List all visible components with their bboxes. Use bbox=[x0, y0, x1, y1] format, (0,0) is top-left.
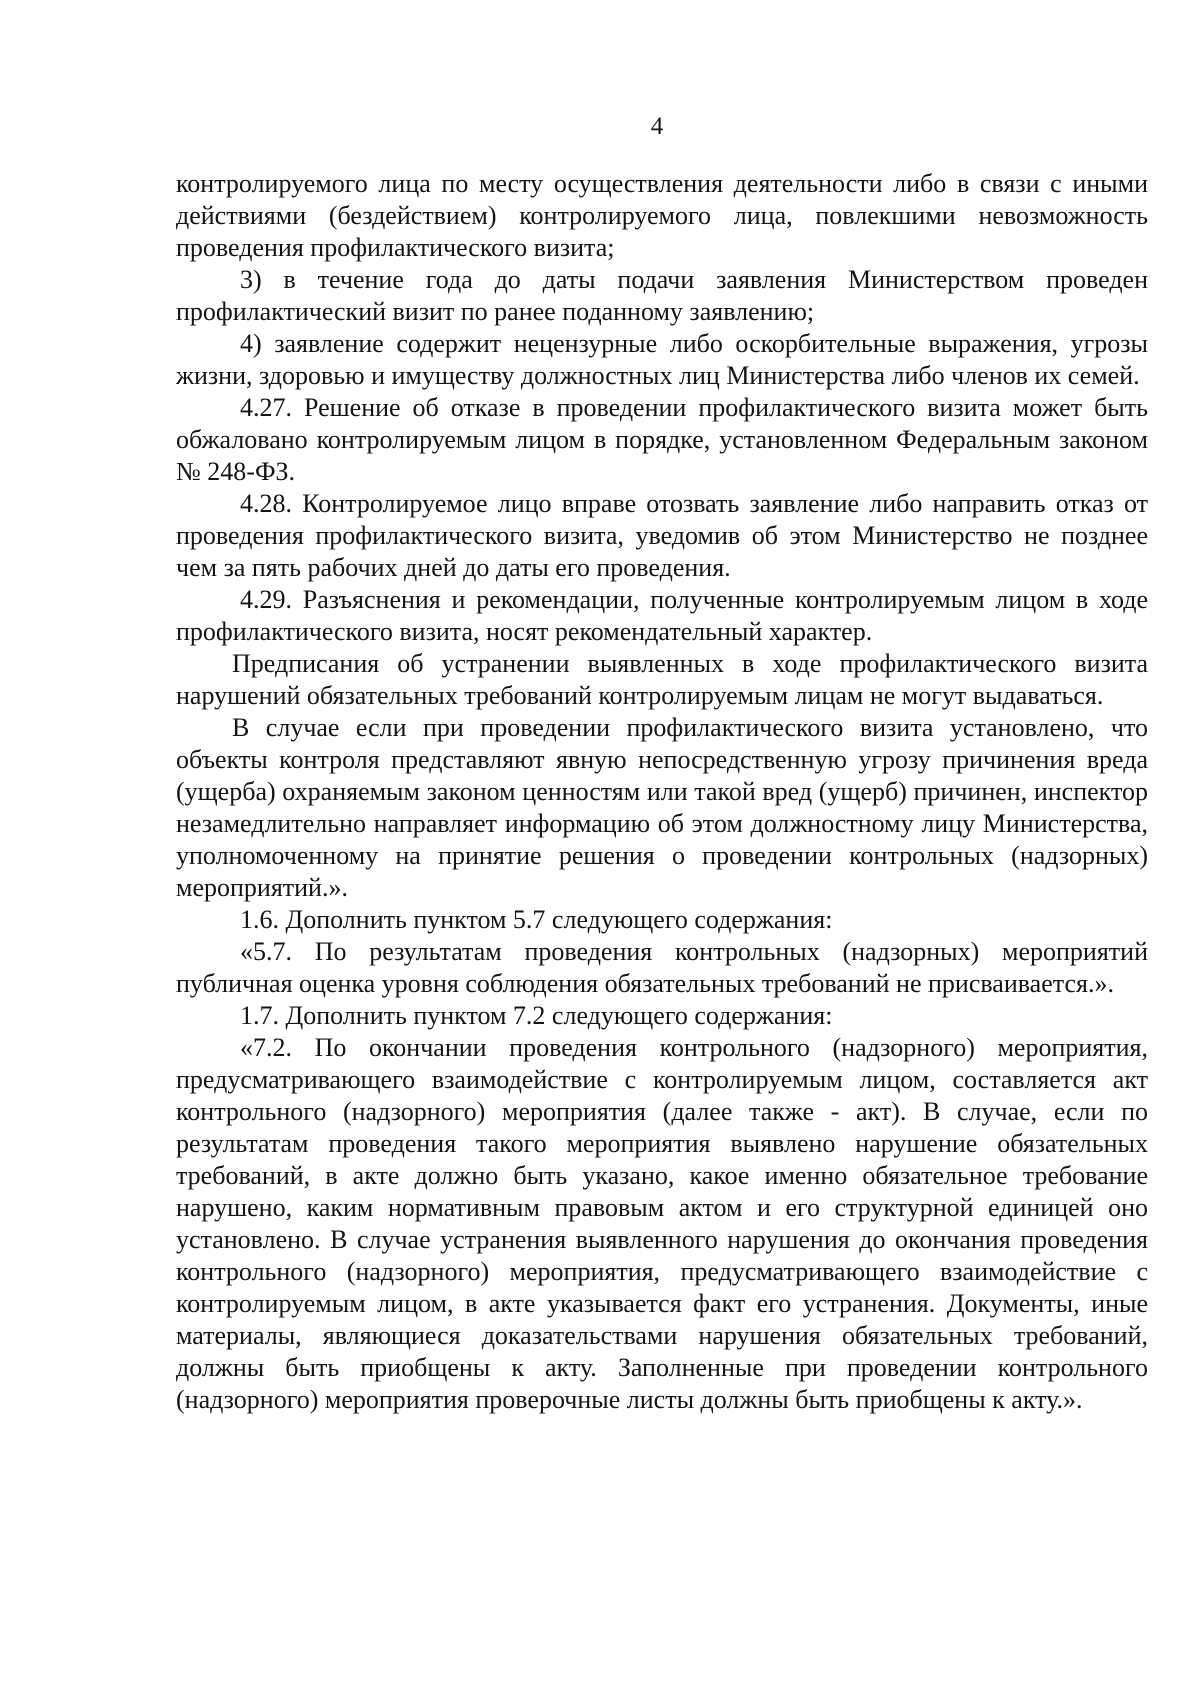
paragraph-prescriptions: Предписания об устранении выявленных в ходе профилактического визита нарушений обязательных требований контролируемым лицам не могут выдаваться. bbox=[176, 649, 1148, 710]
paragraph-1-6: 1.6. Дополнить пунктом 5.7 следующего содержания: bbox=[240, 905, 833, 934]
paragraph-continuation: контролируемого лица по месту осуществления деятельности либо в связи с иными действиями (бездействием) контролируемого лица, повлекшими невозможность проведения профилактического визита; bbox=[176, 169, 1148, 262]
paragraph-4-29: 4.29. Разъяснения и рекомендации, полученные контролируемым лицом в ходе профилактического визита, носят рекомендательный характер. bbox=[176, 585, 1148, 646]
paragraph-7-2: «7.2. По окончании проведения контрольного (надзорного) мероприятия, предусматривающего взаимодействие с контролируемым лицом, составляется акт контрольного (надзорного) мероприятия (далее также - акт). В случае, если по результатам проведения такого мероприятия выявлено нарушение обязательных требований, в акте должно быть указано, какое именно обязательное требование нарушено, каким нормативным правовым актом и его структурной единицей оно установлено. В случае устранения выявленного нарушения до окончания проведения контрольного (надзорного) мероприятия, предусматривающего взаимодействие с контролируемым лицом, в акте указывается факт его устранения. Документы, иные материалы, являющиеся доказательствами нарушения обязательных требований, должны быть приобщены к акту. Заполненные при проведении контрольного (надзорного) мероприятия проверочные листы должны быть приобщены к акту.». bbox=[176, 1033, 1148, 1414]
paragraph-item-4: 4) заявление содержит нецензурные либо оскорбительные выражения, угрозы жизни, здоровью и имуществу должностных лиц Министерства либо членов их семей. bbox=[176, 329, 1148, 390]
paragraph-5-7: «5.7. По результатам проведения контрольных (надзорных) мероприятий публичная оценка уровня соблюдения обязательных требований не присваивается.». bbox=[176, 937, 1148, 998]
document-body bbox=[176, 168, 1148, 1416]
paragraph-4-27: 4.27. Решение об отказе в проведении профилактического визита может быть обжаловано контролируемым лицом в порядке, установленном Федеральным законом № 248-ФЗ. bbox=[176, 393, 1148, 486]
paragraph-4-28: 4.28. Контролируемое лицо вправе отозвать заявление либо направить отказ от проведения профилактического визита, уведомив об этом Министерство не позднее чем за пять рабочих дней до даты его проведения. bbox=[176, 489, 1148, 582]
page-number: 4 bbox=[650, 113, 664, 140]
paragraph-item-3: 3) в течение года до даты подачи заявления Министерством проведен профилактический визит по ранее поданному заявлению; bbox=[176, 265, 1148, 326]
paragraph-1-7: 1.7. Дополнить пунктом 7.2 следующего содержания: bbox=[240, 1001, 833, 1030]
paragraph-threat-case: В случае если при проведении профилактического визита установлено, что объекты контроля представляют явную непосредственную угрозу причинения вреда (ущерба) охраняемым законом ценностям или такой вред (ущерб) причинен, инспектор незамедлительно направляет информацию об этом должностному лицу Министерства, уполномоченному на принятие решения о проведении контрольных (надзорных) мероприятий.». bbox=[176, 713, 1148, 902]
